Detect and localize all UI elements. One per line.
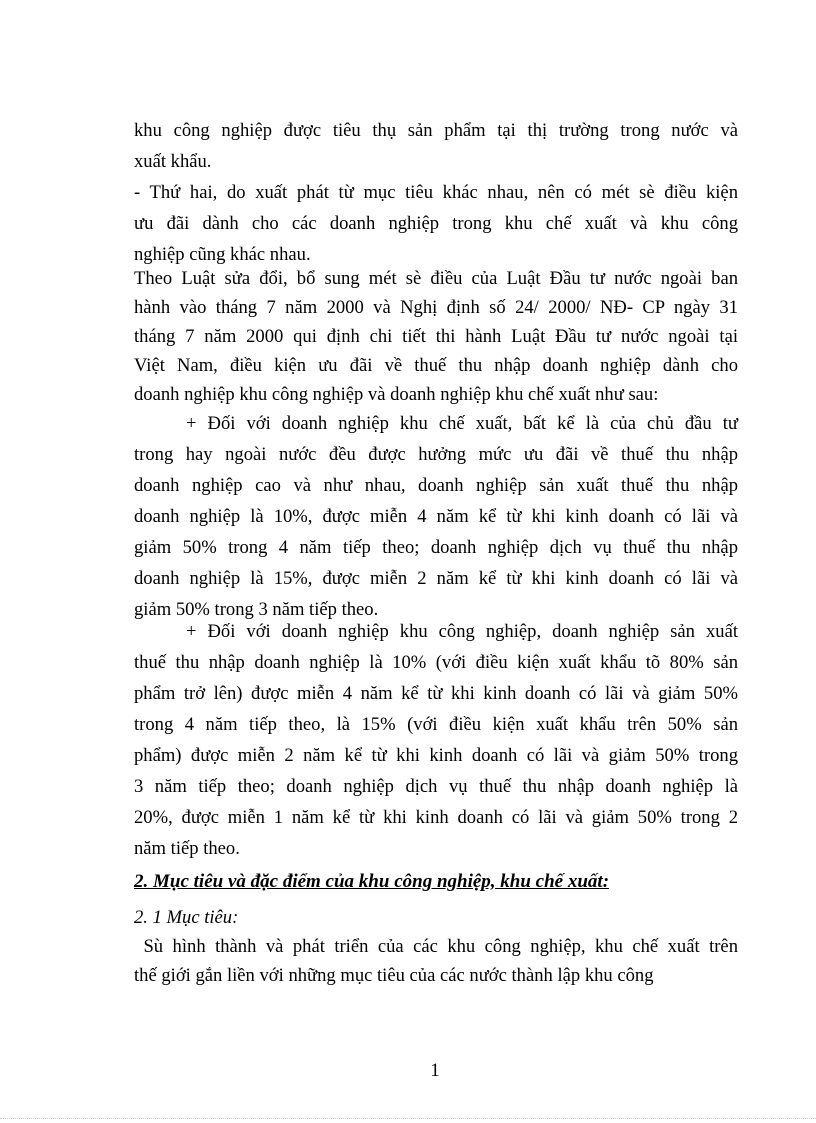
body-text-line: nghiệp cũng khác nhau. bbox=[134, 244, 311, 265]
body-text-line: Sù hình thành và phát triển của các khu công nghiệp, khu chế xuất trên bbox=[134, 936, 738, 957]
section-heading: 2. Mục tiêu và đặc điểm của khu công nghiệp, khu chế xuất: bbox=[134, 871, 610, 892]
subsection-heading: 2. 1 Mục tiêu: bbox=[134, 907, 239, 928]
body-text-line: 3 năm tiếp theo; doanh nghiệp dịch vụ thuế thu nhập doanh nghiệp là bbox=[134, 776, 738, 797]
body-text-line: năm tiếp theo. bbox=[134, 838, 240, 859]
body-text-line: doanh nghiệp là 15%, được miễn 2 năm kể từ khi kinh doanh có lãi và bbox=[134, 568, 738, 589]
page-bottom-divider bbox=[0, 1118, 816, 1119]
body-text-line: doanh nghiệp là 10%, được miễn 4 năm kể từ khi kinh doanh có lãi và bbox=[134, 506, 738, 527]
body-text-line: Việt Nam, điều kiện ưu đãi về thuế thu nhập doanh nghiệp dành cho bbox=[134, 355, 738, 376]
body-text-line: hành vào tháng 7 năm 2000 và Nghị định số 24/ 2000/ NĐ- CP ngày 31 bbox=[134, 297, 738, 318]
body-text-line: Theo Luật sửa đổi, bổ sung mét sè điều của Luật Đầu tư nước ngoài ban bbox=[134, 268, 738, 289]
body-text-line: doanh nghiệp cao và như nhau, doanh nghiệp sản xuất thuế thu nhập bbox=[134, 475, 738, 496]
page-number: 1 bbox=[430, 1060, 440, 1081]
body-text-line: phẩm) được miễn 2 năm kể từ khi kinh doanh có lãi và giảm 50% trong bbox=[134, 745, 738, 766]
body-text-line: + Đối với doanh nghiệp khu chế xuất, bất kể là của chủ đầu tư bbox=[186, 413, 738, 434]
body-text-line: trong 4 năm tiếp theo, là 15% (với điều kiện xuất khẩu trên 50% sản bbox=[134, 714, 738, 735]
body-text-line: thuế thu nhập doanh nghiệp là 10% (với điều kiện xuất khẩu tõ 80% sản bbox=[134, 652, 738, 673]
body-text-line: tháng 7 năm 2000 qui định chi tiết thi hành Luật Đầu tư nước ngoài tại bbox=[134, 326, 738, 347]
body-text-line: khu công nghiệp được tiêu thụ sản phẩm tại thị trường trong nước và bbox=[134, 120, 738, 141]
body-text-line: xuất khẩu. bbox=[134, 151, 212, 172]
body-text-line: 20%, được miễn 1 năm kể từ khi kinh doanh có lãi và giảm 50% trong 2 bbox=[134, 807, 738, 828]
body-text-line: ưu đãi dành cho các doanh nghiệp trong khu chế xuất và khu công bbox=[134, 213, 738, 234]
body-text-line: + Đối với doanh nghiệp khu công nghiệp, doanh nghiệp sản xuất bbox=[186, 621, 738, 642]
body-text-line: giảm 50% trong 3 năm tiếp theo. bbox=[134, 599, 379, 620]
body-text-line: giảm 50% trong 4 năm tiếp theo; doanh nghiệp dịch vụ thuế thu nhập bbox=[134, 537, 738, 558]
body-text-line: doanh nghiệp khu công nghiệp và doanh nghiệp khu chế xuất như sau: bbox=[134, 384, 659, 405]
body-text-line: thế giới gắn liền với những mục tiêu của các nước thành lập khu công bbox=[134, 965, 654, 986]
body-text-line: phẩm trở lên) được miễn 4 năm kể từ khi kinh doanh có lãi và giảm 50% bbox=[134, 683, 738, 704]
body-text-line: trong hay ngoài nước đều được hưởng mức ưu đãi về thuế thu nhập bbox=[134, 444, 738, 465]
body-text-line: - Thứ hai, do xuất phát từ mục tiêu khác nhau, nên có mét sè điều kiện bbox=[134, 182, 738, 203]
